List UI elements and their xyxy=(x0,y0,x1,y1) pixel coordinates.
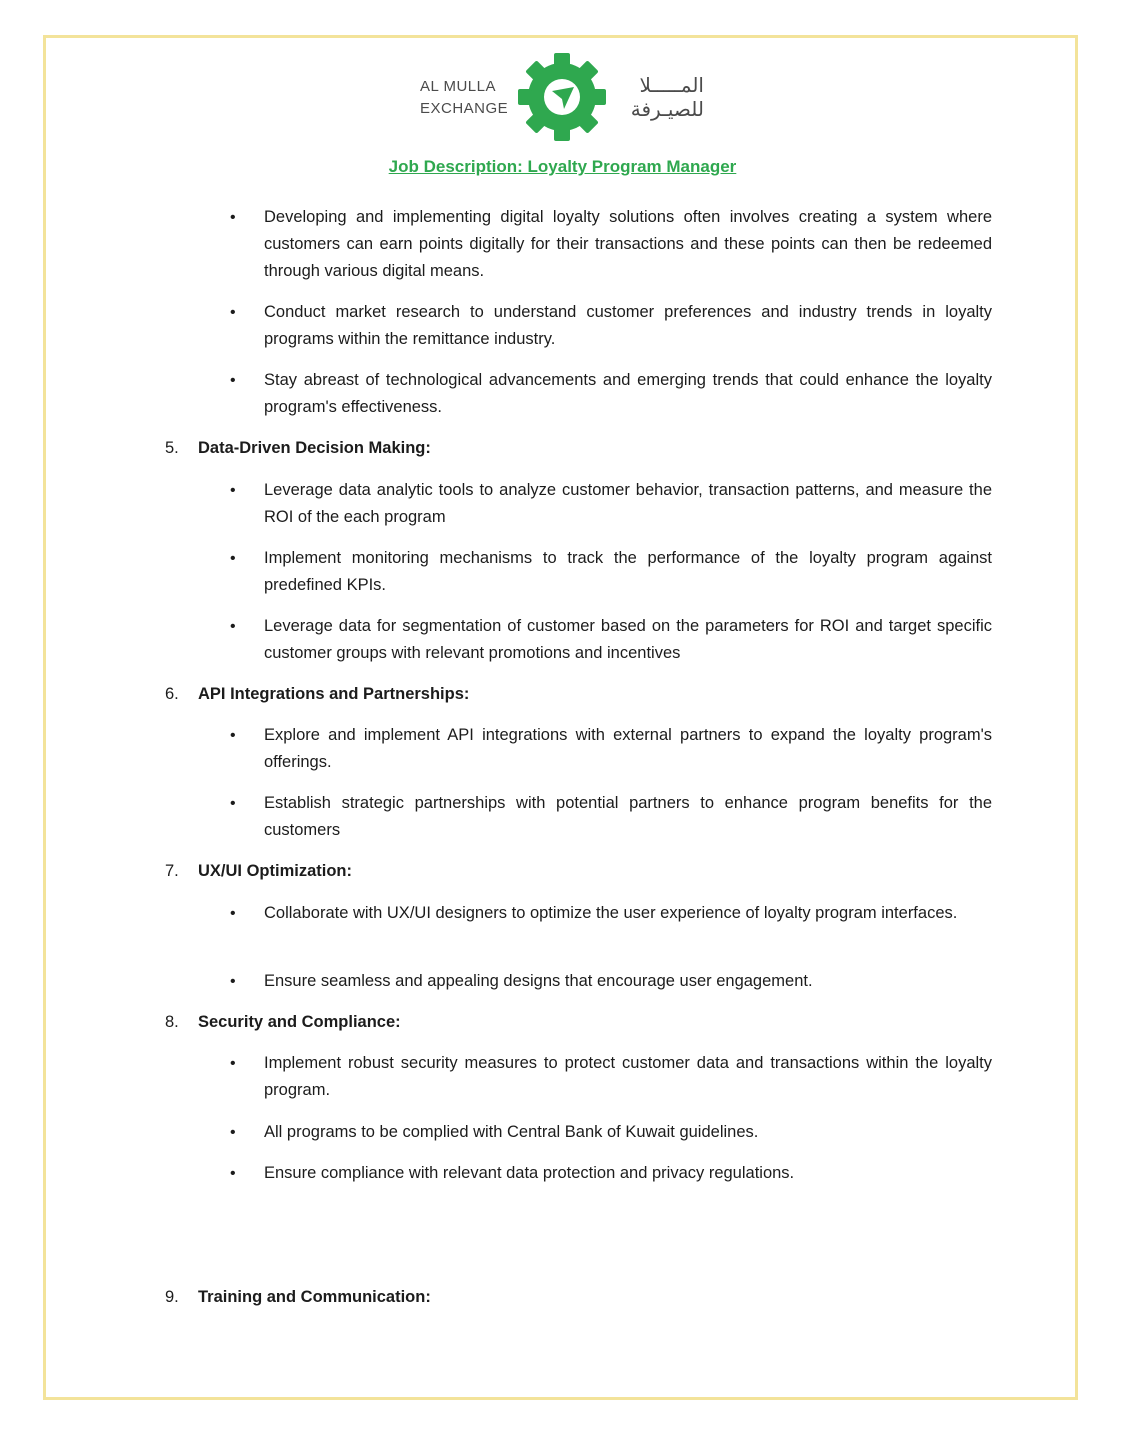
bullet-icon: • xyxy=(230,795,236,812)
bullet-icon: • xyxy=(230,482,236,499)
logo-gear-icon xyxy=(516,52,608,142)
bullet-icon: • xyxy=(230,372,236,389)
logo-arabic-line-1: المـــــلا xyxy=(639,75,704,97)
bullet-icon: • xyxy=(230,905,236,922)
list-item: Ensure compliance with relevant data protection and privacy regulations. xyxy=(264,1164,795,1182)
section-number: 7. xyxy=(165,862,179,880)
bullet-icon: • xyxy=(230,1124,236,1141)
company-logo xyxy=(0,52,1125,142)
list-item: Explore and implement API integrations with external partners to expand the loyalty program's offerings. xyxy=(264,726,992,771)
bullet-icon: • xyxy=(230,550,236,567)
bullet-icon: • xyxy=(230,1055,236,1072)
section-title: API Integrations and Partnerships: xyxy=(198,685,470,703)
list-item: Collaborate with UX/UI designers to optimize the user experience of loyalty program interfaces. xyxy=(264,904,958,922)
section-number: 9. xyxy=(165,1288,179,1306)
section-number: 6. xyxy=(165,685,179,703)
list-item: Conduct market research to understand customer preferences and industry trends in loyalty programs within the remittance industry. xyxy=(264,303,992,348)
section-title: Training and Communication: xyxy=(198,1288,431,1306)
logo-arabic-name xyxy=(612,74,704,122)
bullet-icon: • xyxy=(230,973,236,990)
list-item: Ensure seamless and appealing designs that encourage user engagement. xyxy=(264,972,813,990)
section-title: Data-Driven Decision Making: xyxy=(198,439,431,457)
list-item: Implement robust security measures to protect customer data and transactions within the loyalty program. xyxy=(264,1054,992,1099)
list-item: Leverage data analytic tools to analyze customer behavior, transaction patterns, and measure the ROI of the each program xyxy=(264,481,992,526)
logo-arabic-line-2: للصيـرفة xyxy=(630,99,704,121)
list-item: Developing and implementing digital loyalty solutions often involves creating a system where customers can earn points digitally for their transactions and these points can then be redeemed through various digital means. xyxy=(264,208,992,280)
document-title: Job Description: Loyalty Program Manager xyxy=(388,157,737,176)
bullet-icon: • xyxy=(230,304,236,321)
bullet-icon: • xyxy=(230,209,236,226)
section-number: 8. xyxy=(165,1013,179,1031)
list-item: Implement monitoring mechanisms to track the performance of the loyalty program against predefined KPIs. xyxy=(264,549,992,594)
section-title: UX/UI Optimization: xyxy=(198,862,352,880)
logo-english-name xyxy=(420,76,508,120)
bullet-icon: • xyxy=(230,727,236,744)
logo-name-line-1: AL MULLA xyxy=(420,78,496,95)
logo-name-line-2: EXCHANGE xyxy=(420,100,509,117)
list-item: Stay abreast of technological advancements and emerging trends that could enhance the loyalty program's effectiveness. xyxy=(264,371,992,416)
list-item: All programs to be complied with Central Bank of Kuwait guidelines. xyxy=(264,1123,759,1141)
section-title: Security and Compliance: xyxy=(198,1013,401,1031)
section-number: 5. xyxy=(165,439,179,457)
bullet-icon: • xyxy=(230,618,236,635)
bullet-icon: • xyxy=(230,1165,236,1182)
list-item: Leverage data for segmentation of customer based on the parameters for ROI and target specific customer groups with relevant promotions and incentives xyxy=(264,617,992,662)
list-item: Establish strategic partnerships with potential partners to enhance program benefits for the customers xyxy=(264,794,992,839)
